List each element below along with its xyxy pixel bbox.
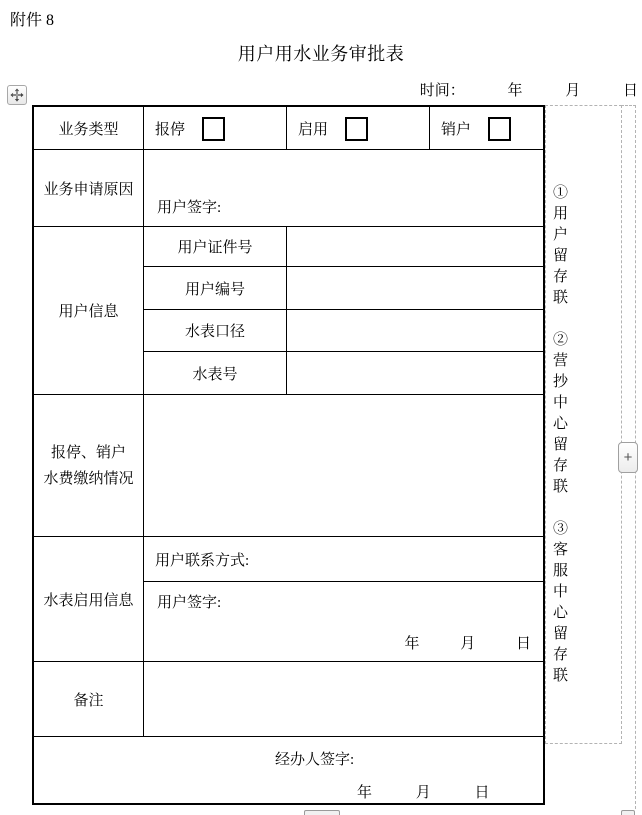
- checkbox-xiaohu[interactable]: [488, 117, 511, 141]
- payment-status-label-cell: [34, 395, 144, 537]
- business-type-label-cell: 业务类型: [34, 107, 144, 150]
- option-label-baoting: 报停: [155, 121, 186, 138]
- field-label-meter-caliber: 水表口径: [144, 310, 287, 352]
- corner-handle[interactable]: [621, 810, 635, 815]
- business-type-option-baoting: [144, 107, 287, 150]
- option-label-qiyong: 启用: [298, 121, 329, 138]
- meter-signature-label: 用户签字:: [157, 595, 222, 611]
- handler-signature-cell[interactable]: [34, 737, 543, 803]
- time-label: 时间：: [419, 83, 465, 99]
- meter-date-month: 月: [460, 636, 476, 652]
- field-label-user-number: 用户编号: [144, 267, 287, 310]
- approval-form-table: [32, 105, 545, 805]
- field-label-meter-number: 水表号: [144, 352, 287, 395]
- time-year-label: 年: [507, 83, 523, 99]
- footer-date-day: 日: [474, 785, 490, 801]
- checkbox-qiyong[interactable]: [345, 117, 368, 141]
- footer-date-month: 月: [415, 785, 431, 801]
- expand-plus-button[interactable]: +: [618, 442, 638, 473]
- business-type-option-qiyong: [287, 107, 430, 150]
- handler-signature-date: [357, 781, 543, 802]
- meter-activation-label-cell: 水表启用信息: [34, 537, 144, 662]
- field-value-meter-number[interactable]: [287, 352, 543, 395]
- time-day-label: 日: [622, 83, 638, 99]
- text-boundary-guide-top: [621, 105, 636, 106]
- meter-date-day: 日: [515, 636, 531, 652]
- handler-signature-label: 经办人签字:: [275, 752, 355, 768]
- field-value-id-number[interactable]: [287, 227, 543, 267]
- user-info-label-cell: 用户信息: [34, 227, 144, 395]
- payment-status-input-cell[interactable]: [144, 395, 543, 537]
- reason-input-cell[interactable]: [144, 150, 543, 227]
- copy-note-3: ③客服中心留存联: [551, 520, 567, 688]
- meter-signature-cell[interactable]: [144, 582, 543, 662]
- meter-contact-input-cell[interactable]: [144, 537, 543, 582]
- table-move-handle[interactable]: [7, 85, 27, 105]
- field-value-user-number[interactable]: [287, 267, 543, 310]
- copy-note-1: ①用户留存联: [551, 184, 567, 310]
- move-arrows-icon: [10, 88, 24, 102]
- option-label-xiaohu: 销户: [441, 121, 472, 138]
- reason-label-cell: 业务申请原因: [34, 150, 144, 227]
- field-label-id-number: 用户证件号: [144, 227, 287, 267]
- business-type-option-xiaohu: [430, 107, 543, 150]
- time-month-label: 月: [565, 83, 581, 99]
- remarks-input-cell[interactable]: [144, 662, 543, 737]
- checkbox-baoting[interactable]: [202, 117, 225, 141]
- meter-date-year: 年: [404, 636, 420, 652]
- copy-note-2: ②营抄中心留存联: [551, 331, 567, 499]
- time-line: [0, 79, 638, 100]
- attachment-label: 附件 8: [10, 12, 55, 29]
- meter-contact-label: 用户联系方式:: [155, 552, 250, 569]
- field-value-meter-caliber[interactable]: [287, 310, 543, 352]
- payment-status-label-line2: 水费缴纳情况: [43, 470, 134, 487]
- page-title: 用户用水业务审批表: [237, 44, 405, 64]
- meter-signature-date: [144, 632, 543, 661]
- remarks-label-cell: 备注: [34, 662, 144, 737]
- page-boundary-button[interactable]: [304, 810, 340, 815]
- footer-date-year: 年: [357, 785, 373, 801]
- payment-status-label-line1: 报停、销户: [50, 444, 126, 461]
- copy-distribution-notes: [550, 184, 568, 688]
- reason-signature-label: 用户签字:: [157, 200, 222, 216]
